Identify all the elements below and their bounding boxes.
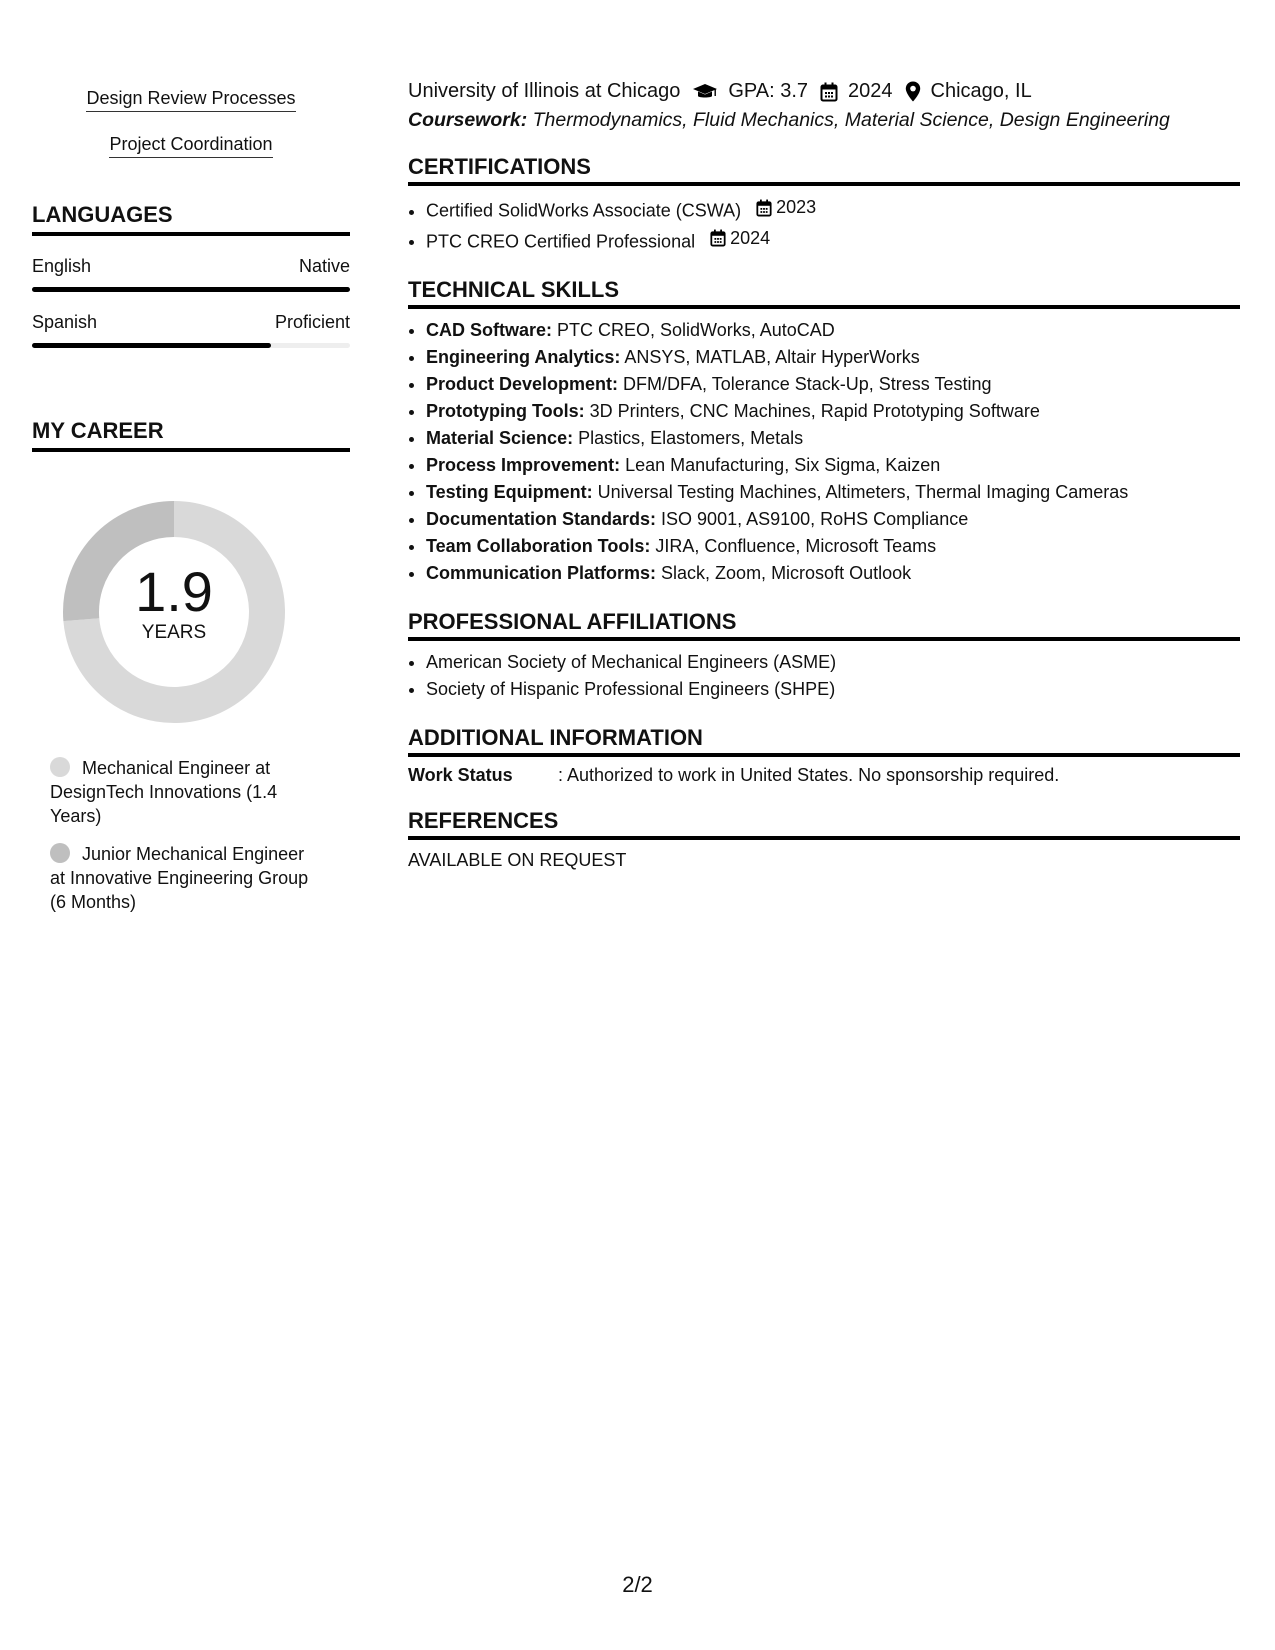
work-status-label: Work Status: [408, 765, 513, 785]
skill-category: Team Collaboration Tools:: [426, 536, 651, 556]
technical-skill-item: [426, 560, 1240, 587]
certifications-list: [408, 194, 1240, 255]
education-gpa: GPA: 3.7: [728, 80, 809, 102]
coursework-text: Thermodynamics, Fluid Mechanics, Material Science, Design Engineering: [527, 109, 1170, 131]
language-level: Native: [298, 256, 350, 276]
calendar-icon: [710, 229, 726, 247]
career-legend-item: [50, 756, 320, 828]
career-total-unit: YEARS: [141, 622, 207, 643]
language-proficiency-fill: [32, 287, 350, 292]
career-legend: [32, 756, 350, 914]
career-total-years: 1.9: [135, 560, 213, 623]
career-legend-label: Junior Mechanical Engineer at Innovative Engineering Group (6 Months): [50, 844, 309, 912]
affiliations-heading: PROFESSIONAL AFFILIATIONS: [408, 609, 1240, 641]
languages-heading: LANGUAGES: [32, 202, 350, 236]
skill-category: Process Improvement:: [426, 455, 621, 475]
education-location: Chicago, IL: [930, 80, 1032, 102]
language-item: [32, 312, 350, 348]
language-proficiency-bar: [32, 343, 350, 348]
skill-values: Slack, Zoom, Microsoft Outlook: [656, 563, 912, 583]
skill-category: Prototyping Tools:: [426, 401, 585, 421]
skill-values: Universal Testing Machines, Altimeters, Thermal Imaging Cameras: [592, 482, 1129, 502]
right-column: [408, 80, 1240, 871]
career-legend-label: Mechanical Engineer at DesignTech Innovations (1.4 Years): [50, 758, 278, 826]
affiliation-item: • Society of Hispanic Professional Engineers (SHPE): [426, 676, 1240, 703]
technical-skill-item: [426, 425, 1240, 452]
coursework-line: [408, 109, 1240, 132]
additional-info-heading: ADDITIONAL INFORMATION: [408, 725, 1240, 757]
work-status-value: : Authorized to work in United States. No sponsorship required.: [558, 765, 1060, 785]
skill-values: DFM/DFA, Tolerance Stack-Up, Stress Testing: [618, 374, 992, 394]
technical-skill-item: [426, 533, 1240, 560]
references-heading: REFERENCES: [408, 808, 1240, 840]
technical-skill-item: [426, 317, 1240, 344]
certification-name: Certified SolidWorks Associate (CSWA): [426, 200, 742, 221]
technical-skill-item: [426, 371, 1240, 398]
skill-values: 3D Printers, CNC Machines, Rapid Prototyping Software: [584, 401, 1040, 421]
skill-category: Testing Equipment:: [426, 482, 593, 502]
languages-section: [32, 202, 350, 348]
certification-item: [426, 194, 1240, 225]
education-line: [408, 80, 1240, 103]
language-proficiency-bar: [32, 287, 350, 292]
legend-dot-icon: [50, 843, 70, 863]
language-proficiency-fill: [32, 343, 271, 348]
calendar-icon: [756, 199, 772, 217]
career-section: [32, 418, 350, 914]
skill-category: Product Development:: [426, 374, 619, 394]
location-pin-icon: [905, 81, 921, 102]
language-name: Spanish: [32, 312, 98, 332]
skill-category: Engineering Analytics:: [426, 347, 621, 367]
certification-year: 2023: [776, 197, 817, 217]
school-name: University of Illinois at Chicago: [408, 80, 681, 102]
certifications-heading: CERTIFICATIONS: [408, 154, 1240, 186]
page-number: 2/2: [622, 1572, 653, 1597]
skill-category: Communication Platforms:: [426, 563, 657, 583]
skill-tag: Design Review Processes: [86, 88, 295, 112]
skill-category: CAD Software:: [426, 320, 553, 340]
skill-values: Plastics, Elastomers, Metals: [573, 428, 804, 448]
education-year: 2024: [848, 80, 893, 102]
technical-skill-item: [426, 452, 1240, 479]
language-level: Proficient: [274, 312, 350, 332]
career-donut-chart: [54, 492, 294, 732]
language-item: [32, 256, 350, 292]
coursework-label: Coursework:: [408, 109, 528, 131]
calendar-icon: [820, 82, 838, 102]
left-column: [32, 80, 350, 928]
skill-category: Documentation Standards:: [426, 509, 657, 529]
career-legend-item: [50, 842, 320, 914]
technical-skill-item: [426, 506, 1240, 533]
graduation-cap-icon: [692, 82, 718, 102]
technical-skills-list: [408, 317, 1240, 587]
technical-skills-heading: TECHNICAL SKILLS: [408, 277, 1240, 309]
skill-values: PTC CREO, SolidWorks, AutoCAD: [552, 320, 835, 340]
language-name: English: [32, 256, 92, 276]
legend-dot-icon: [50, 757, 70, 777]
skill-values: JIRA, Confluence, Microsoft Teams: [650, 536, 937, 556]
affiliation-item: • American Society of Mechanical Engineers (ASME): [426, 649, 1240, 676]
technical-skill-item: [426, 479, 1240, 506]
skill-values: ANSYS, MATLAB, Altair HyperWorks: [620, 347, 920, 367]
certification-item: [426, 225, 1240, 256]
affiliations-list: [408, 649, 1240, 703]
technical-skill-item: [426, 344, 1240, 371]
work-status-row: [408, 765, 1240, 786]
certification-name: PTC CREO Certified Professional: [426, 231, 696, 251]
references-text: AVAILABLE ON REQUEST: [408, 850, 627, 870]
skill-tags: [32, 80, 350, 172]
certification-year: 2024: [730, 227, 771, 248]
skill-values: Lean Manufacturing, Six Sigma, Kaizen: [620, 455, 941, 475]
technical-skill-item: [426, 398, 1240, 425]
skill-category: Material Science:: [426, 428, 574, 448]
skill-values: ISO 9001, AS9100, RoHS Compliance: [656, 509, 969, 529]
skill-tag: Project Coordination: [109, 134, 272, 158]
career-heading: MY CAREER: [32, 418, 350, 452]
